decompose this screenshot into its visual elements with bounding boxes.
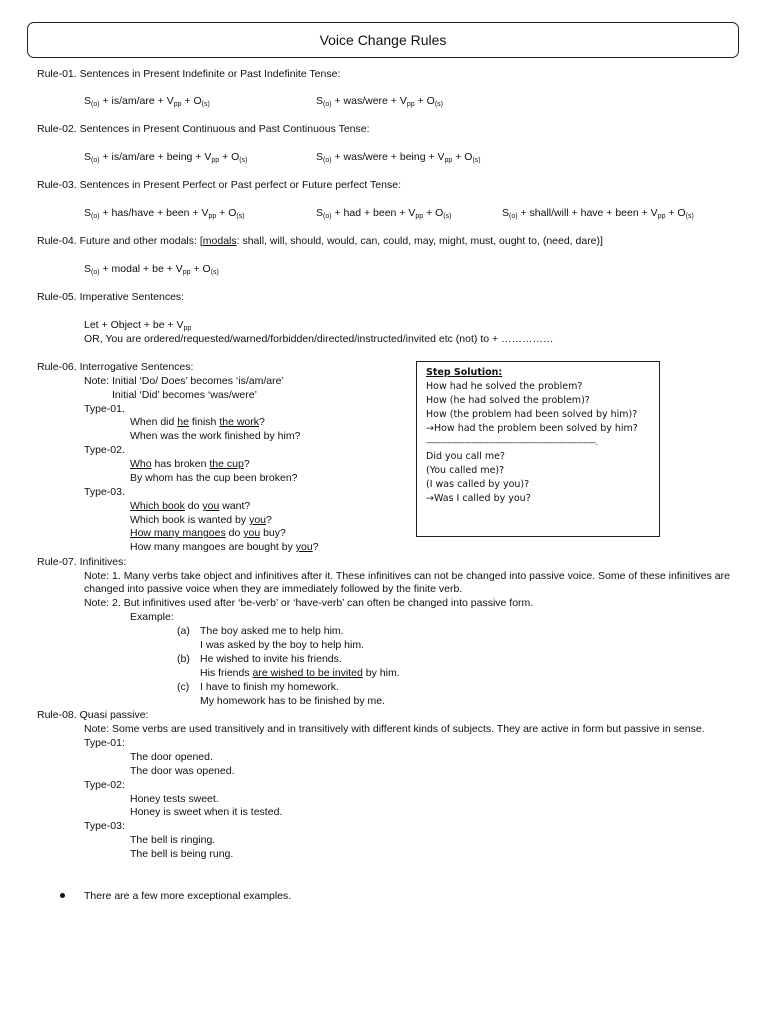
step-line-3: How (the problem had been solved by him)? (426, 409, 638, 420)
rule-08-note: Note: Some verbs are used transitively and in transitively with different kinds of subjects. They are active in form but passive in sense. (84, 723, 705, 735)
rule-07-note-2: Note: 2. But infinitives used after ‘be-verb’ or ‘have-verb’ can often be changed into passive form. (84, 597, 534, 609)
rule-06-type-02-passive: By whom has the cup been broken? (130, 472, 298, 484)
rule-08-heading: Rule-08. Quasi passive: (37, 709, 149, 721)
rule-07-c-active: I have to finish my homework. (200, 681, 339, 693)
rule-06-note-1: Note: Initial ‘Do/ Does’ becomes ‘is/am/are’ (84, 375, 284, 387)
rule-06-type-03-d: How many mangoes are bought by you? (130, 541, 319, 553)
rule-07-a-passive: I was asked by the boy to help him. (200, 639, 365, 651)
rule-06-type-03: Type-03. (84, 486, 125, 498)
rule-07-marker-a: (a) (177, 625, 190, 637)
step-line-6: (You called me)? (426, 465, 505, 476)
rule-02-formula-past: $S_{(o)}$ + was/were + being + $V_{pp} + O_{(s)}$ (316, 151, 481, 164)
rule-03-formula-present: $S_{(o)}$ + has/have + been + $V_{pp} + O_{(s)}$ (84, 207, 245, 220)
step-line-8: →Was I called by you? (426, 493, 531, 504)
rule-06-type-03-c: How many mangoes do you buy? (130, 527, 286, 539)
rule-01-heading: Rule-01. Sentences in Present Indefinite or Past Indefinite Tense: (37, 68, 341, 80)
rule-06-type-01-active: When did he finish the work? (130, 416, 265, 428)
bullet-dot-icon (60, 893, 65, 898)
rule-02-heading: Rule-02. Sentences in Present Continuous and Past Continuous Tense: (37, 123, 370, 135)
rule-06-type-03-b: Which book is wanted by you? (130, 514, 272, 526)
rule-07-example-label: Example: (130, 611, 174, 623)
step-line-5: Did you call me? (426, 451, 505, 462)
bullet-note: There are a few more exceptional examples. (84, 890, 292, 902)
rule-08-type-03: Type-03: (84, 820, 125, 832)
rule-07-marker-b: (b) (177, 653, 190, 665)
rule-05-formula: Let + Object + be + $V_{pp}$ (84, 319, 192, 332)
page-title: Voice Change Rules (319, 32, 447, 48)
rule-08-type-01-b: The door was opened. (130, 765, 235, 777)
rule-06-type-01-passive: When was the work finished by him? (130, 430, 301, 442)
rule-02-formula-present: $S_{(o)} + is/am/are$ + being + $V_{pp} + O_{(s)}$ (84, 151, 248, 164)
step-solution-title: Step Solution: (426, 367, 503, 378)
rule-08-type-02-a: Honey tests sweet. (130, 793, 219, 805)
title-box (27, 22, 739, 58)
step-line-7: (I was called by you)? (426, 479, 530, 490)
rule-03-heading: Rule-03. Sentences in Present Perfect or Past perfect or Future perfect Tense: (37, 179, 401, 191)
rule-08-type-03-b: The bell is being rung. (130, 848, 234, 860)
rule-06-type-03-a: Which book do you want? (130, 500, 251, 512)
rule-08-type-02: Type-02: (84, 779, 125, 791)
rule-05-or-line: OR, You are ordered/requested/warned/forbidden/directed/instructed/invited etc (not) to + …………… (84, 333, 554, 345)
rule-01-formula-present: $S_{(o)} + is/am/are + V_{pp} + O_{(s)}$ (84, 95, 210, 108)
rule-06-heading: Rule-06. Interrogative Sentences: (37, 361, 194, 373)
rule-07-marker-c: (c) (177, 681, 190, 693)
step-line-1: How had he solved the problem? (426, 381, 583, 392)
rule-07-b-active: He wished to invite his friends. (200, 653, 342, 665)
rule-03-formula-future: $S_{(o)}$ + shall/will + have + been + $V_{pp} + O_{(s)}$ (502, 207, 694, 220)
rule-07-note-1: Note: 1. Many verbs take object and infinitives after it. These infinitives can not be changed into passive voice. Some of these infinitives are changed into passive voice when they are immediately followed by the finite verb. (84, 570, 730, 595)
rule-07-b-passive: His friends are wished to be invited by him. (200, 667, 400, 679)
step-line-2: How (he had solved the problem)? (426, 395, 590, 406)
rule-06-type-02-active: Who has broken the cup? (130, 458, 250, 470)
rule-07-heading: Rule-07. Infinitives: (37, 556, 127, 568)
step-separator: -----------------------------------------------------------------------. (426, 438, 598, 447)
rule-04-formula: $S_{(o)}$ + modal + be + $V_{pp} + O_{(s)}$ (84, 263, 219, 276)
rule-07-c-passive: My homework has to be finished by me. (200, 695, 386, 707)
rule-01-formula-past: $S_{(o)}$ + was/were + $V_{pp} + O_{(s)}$ (316, 95, 443, 108)
rule-08-type-02-b: Honey is sweet when it is tested. (130, 806, 283, 818)
rule-07-a-active: The boy asked me to help him. (200, 625, 344, 637)
rule-06-type-01: Type-01. (84, 403, 125, 415)
rule-08-type-03-a: The bell is ringing. (130, 834, 216, 846)
rule-08-type-01: Type-01: (84, 737, 125, 749)
rule-04-heading: Rule-04. Future and other modals: [modals: shall, will, should, would, can, could, may, might, must, ought to, (need, dare)] (37, 235, 603, 247)
rule-03-formula-past: $S_{(o)}$ + had + been + $V_{pp} + O_{(s)}$ (316, 207, 452, 220)
step-solution-box (416, 361, 660, 537)
rule-08-type-01-a: The door opened. (130, 751, 213, 763)
rule-06-note-2: Initial ‘Did’ becomes ‘was/were’ (112, 389, 257, 401)
rule-05-heading: Rule-05. Imperative Sentences: (37, 291, 185, 303)
rule-06-type-02: Type-02. (84, 444, 125, 456)
step-line-4: →How had the problem been solved by him? (426, 423, 638, 434)
